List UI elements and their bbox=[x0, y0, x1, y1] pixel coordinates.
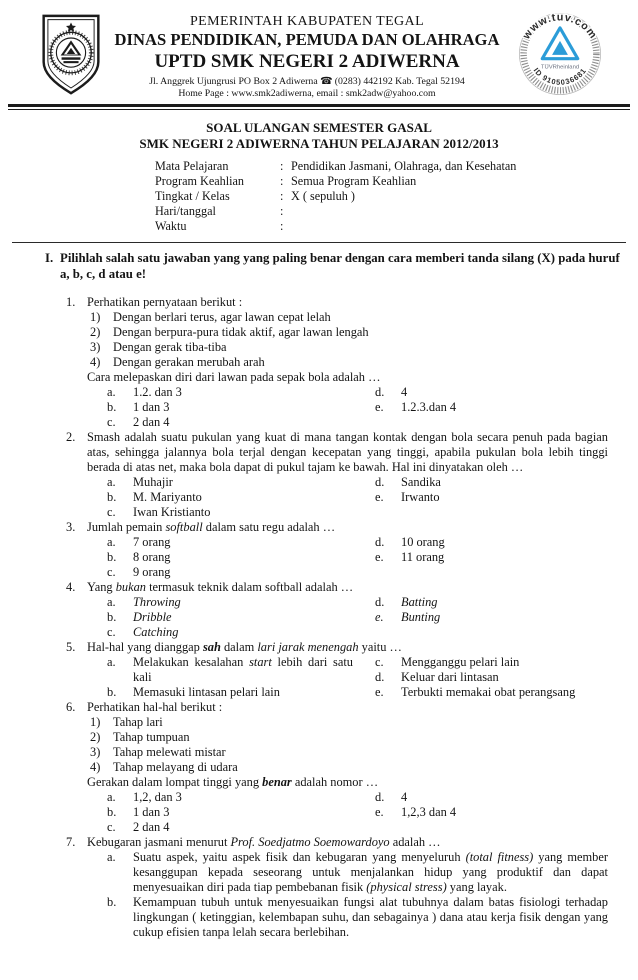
options-right bbox=[375, 790, 608, 835]
exam-meta bbox=[155, 159, 638, 234]
meta-label: Tingkat / Kelas bbox=[155, 189, 230, 203]
text-segment: Melakukan kesalahan bbox=[133, 655, 250, 669]
options bbox=[87, 790, 608, 835]
question-number: 3. bbox=[66, 520, 76, 534]
text-segment: (total fitness) bbox=[465, 850, 534, 864]
text-segment: Mengganggu pelari lain bbox=[401, 655, 520, 669]
letterhead bbox=[0, 0, 638, 100]
option-text bbox=[401, 610, 608, 625]
question-content bbox=[87, 580, 608, 640]
statement-marker: 1) bbox=[90, 715, 101, 729]
text-segment: Dribble bbox=[133, 610, 172, 624]
option-a bbox=[107, 385, 375, 400]
statement-item bbox=[90, 730, 608, 745]
options-left bbox=[87, 385, 375, 430]
options-right bbox=[375, 475, 608, 520]
text-segment: Suatu aspek, yaitu aspek fisik dan kebugaran yang menyeluruh bbox=[133, 850, 466, 864]
question-6 bbox=[66, 700, 608, 835]
statement-text bbox=[113, 310, 608, 325]
question-number: 2. bbox=[66, 430, 76, 444]
meta-value: X ( sepuluh ) bbox=[291, 189, 355, 203]
letterhead-divider bbox=[8, 104, 630, 110]
option-text bbox=[133, 820, 375, 835]
text-segment: Prof. Soedjatmo Soemowardoyo bbox=[230, 835, 390, 849]
statement-item bbox=[90, 760, 608, 775]
statement-text bbox=[113, 325, 608, 340]
option-c bbox=[107, 415, 375, 430]
option-text bbox=[401, 685, 608, 700]
question-stem bbox=[87, 835, 608, 850]
option-b bbox=[107, 685, 375, 700]
statement-item bbox=[90, 715, 608, 730]
option-a bbox=[107, 475, 375, 490]
option-marker: b. bbox=[107, 805, 117, 819]
option-marker: c. bbox=[107, 415, 116, 429]
option-b bbox=[107, 400, 375, 415]
text-segment: adalah nomor … bbox=[291, 775, 379, 789]
option-marker: d. bbox=[375, 535, 385, 549]
section-divider bbox=[12, 242, 626, 243]
options-right bbox=[375, 535, 608, 580]
option-e bbox=[375, 490, 608, 505]
letterhead-text bbox=[104, 12, 510, 100]
option-text bbox=[133, 505, 375, 520]
meta-label: Hari/tanggal bbox=[155, 204, 216, 218]
options-left bbox=[87, 475, 375, 520]
text-segment: 1.2.3.dan 4 bbox=[401, 400, 457, 414]
text-segment: 11 orang bbox=[401, 550, 445, 564]
text-segment: Terbukti memakai obat perangsang bbox=[401, 685, 576, 699]
option-d bbox=[375, 670, 608, 685]
text-segment: Tahap tumpuan bbox=[113, 730, 190, 744]
options bbox=[87, 655, 608, 700]
option-marker: b. bbox=[107, 490, 117, 504]
option-c bbox=[107, 505, 375, 520]
option-marker: b. bbox=[107, 610, 117, 624]
tegal-crest-logo bbox=[38, 12, 104, 97]
option-marker: e. bbox=[375, 400, 384, 414]
option-marker: d. bbox=[375, 475, 385, 489]
text-segment: Jumlah pemain bbox=[87, 520, 166, 534]
option-text bbox=[401, 475, 608, 490]
option-e bbox=[375, 610, 608, 625]
text-segment: Dengan berlari terus, agar lawan cepat lelah bbox=[113, 310, 331, 324]
meta-colon: : bbox=[280, 204, 284, 218]
option-c bbox=[375, 655, 608, 670]
options-full bbox=[87, 850, 608, 940]
question-number: 6. bbox=[66, 700, 76, 714]
meta-label: Waktu bbox=[155, 219, 187, 233]
tuv-rheinland-badge bbox=[510, 12, 604, 96]
statement-marker: 3) bbox=[90, 340, 101, 354]
text-segment: (physical stress) bbox=[366, 880, 447, 894]
question-number: 5. bbox=[66, 640, 76, 654]
options-right bbox=[375, 385, 608, 430]
text-segment: Iwan Kristianto bbox=[133, 505, 211, 519]
options-right bbox=[375, 655, 608, 700]
option-marker: c. bbox=[107, 820, 116, 834]
option-text bbox=[133, 415, 375, 430]
statement-text bbox=[113, 760, 608, 775]
text-segment: sah bbox=[202, 640, 221, 654]
statement-item bbox=[90, 340, 608, 355]
text-segment: 1,2,3 dan 4 bbox=[401, 805, 457, 819]
section-numeral: I. bbox=[45, 251, 54, 265]
option-text bbox=[133, 625, 375, 640]
exam-title bbox=[0, 120, 638, 151]
options-right bbox=[375, 595, 608, 640]
question-stem-2 bbox=[87, 775, 608, 790]
option-marker: a. bbox=[107, 850, 116, 864]
option-text bbox=[401, 490, 608, 505]
option-d bbox=[375, 385, 608, 400]
text-segment: Batting bbox=[401, 595, 438, 609]
question-7 bbox=[66, 835, 608, 940]
text-segment: lari jarak menengah bbox=[257, 640, 359, 654]
option-text bbox=[133, 385, 375, 400]
statement-item bbox=[90, 310, 608, 325]
government-name: PEMERINTAH KABUPATEN TEGAL bbox=[189, 14, 425, 29]
exam-title-line2: SMK NEGERI 2 ADIWERNA TAHUN PELAJARAN 2012/2013 bbox=[139, 135, 499, 151]
option-text bbox=[133, 610, 375, 625]
statement-text bbox=[113, 745, 608, 760]
question-content bbox=[87, 640, 608, 700]
statement-text bbox=[113, 340, 608, 355]
option-text bbox=[133, 655, 375, 685]
text-segment: 2 dan 4 bbox=[133, 415, 170, 429]
question-content bbox=[87, 700, 608, 835]
option-d bbox=[375, 535, 608, 550]
option-marker: e. bbox=[375, 685, 384, 699]
option-text bbox=[401, 550, 608, 565]
option-text bbox=[133, 805, 375, 820]
statement-text bbox=[113, 355, 608, 370]
text-segment: Muhajir bbox=[133, 475, 173, 489]
text-segment: Dengan gerakan merubah arah bbox=[113, 355, 265, 369]
option-text bbox=[133, 685, 375, 700]
text-segment: Smash adalah suatu pukulan yang kuat di mana tangan kontak dengan bola secara penuh pada bagian atas, sehingga jalannya bola terjal dengan kecepatan yang tinggi, apabila pukulan bola lebih tinggi berada di atas net, maka bola dapat di pukul tajam ke bawah. Hal ini dinyatakan oleh … bbox=[87, 430, 608, 474]
question-stem bbox=[87, 640, 608, 655]
text-segment: Tahap melayang di udara bbox=[113, 760, 238, 774]
text-segment: Cara melepaskan diri dari lawan pada sepak bola adalah … bbox=[87, 370, 381, 384]
option-marker: e. bbox=[375, 490, 384, 504]
statement-marker: 3) bbox=[90, 745, 101, 759]
meta-row-date bbox=[155, 204, 638, 219]
text-segment: dalam satu regu adalah … bbox=[202, 520, 336, 534]
question-number: 4. bbox=[66, 580, 76, 594]
question-2 bbox=[66, 430, 608, 520]
text-segment: Hal-hal yang dianggap bbox=[87, 640, 203, 654]
text-segment: Keluar dari lintasan bbox=[401, 670, 499, 684]
options bbox=[87, 475, 608, 520]
text-segment: 1 dan 3 bbox=[133, 400, 170, 414]
statement-item bbox=[90, 325, 608, 340]
meta-value: Pendidikan Jasmani, Olahraga, dan Kesehatan bbox=[291, 159, 517, 173]
text-segment: dalam bbox=[220, 640, 258, 654]
question-stem-2 bbox=[87, 370, 608, 385]
text-segment: Kemampuan tubuh untuk menyesuaikan fungsi alat tubuhnya dalam batas fisiologi terhadap lingkungan ( ketinggian, kelembapan suhu, dan sebagainya ) dana atau kerja fisik dengan yang cukup efisien tanpa lelah secara berlebihan. bbox=[133, 895, 608, 939]
question-3 bbox=[66, 520, 608, 580]
text-segment: yang member kesanggupan kepada seseorang untuk menjalankan hidup yang produktif dan dapat menyesuaikan diri pada tiap pembebanan fisik bbox=[133, 850, 608, 894]
option-text bbox=[133, 595, 375, 610]
option-text bbox=[133, 850, 608, 895]
text-segment: Tahap melewati mistar bbox=[113, 745, 226, 759]
text-segment: Dengan berpura-pura tidak aktif, agar lawan lengah bbox=[113, 325, 369, 339]
option-marker: b. bbox=[107, 895, 117, 909]
statement-text bbox=[113, 730, 608, 745]
option-text bbox=[401, 385, 608, 400]
options bbox=[87, 535, 608, 580]
options-left bbox=[87, 655, 375, 700]
meta-colon: : bbox=[280, 219, 284, 233]
option-a bbox=[87, 850, 608, 895]
meta-row-subject bbox=[155, 159, 638, 174]
text-segment: Perhatikan hal-hal berikut : bbox=[87, 700, 223, 714]
meta-label: Program Keahlian bbox=[155, 174, 245, 188]
option-text bbox=[401, 400, 608, 415]
text-segment: 7 orang bbox=[133, 535, 171, 549]
option-text bbox=[401, 655, 608, 670]
meta-row-program bbox=[155, 174, 638, 189]
options-left bbox=[87, 535, 375, 580]
text-segment: Yang bbox=[87, 580, 116, 594]
option-marker: c. bbox=[107, 625, 116, 639]
option-b bbox=[107, 805, 375, 820]
option-text bbox=[133, 475, 375, 490]
option-text bbox=[133, 790, 375, 805]
option-a bbox=[107, 790, 375, 805]
option-text bbox=[133, 895, 608, 940]
statement-marker: 1) bbox=[90, 310, 101, 324]
option-marker: a. bbox=[107, 475, 116, 489]
option-text bbox=[133, 490, 375, 505]
option-b bbox=[107, 550, 375, 565]
text-segment: Irwanto bbox=[401, 490, 440, 504]
option-b bbox=[107, 490, 375, 505]
text-segment: Memasuki lintasan pelari lain bbox=[133, 685, 280, 699]
text-segment: adalah … bbox=[389, 835, 441, 849]
text-segment: benar bbox=[262, 775, 292, 789]
option-marker: e. bbox=[375, 550, 384, 564]
option-a bbox=[107, 595, 375, 610]
question-content bbox=[87, 835, 608, 940]
tuv-top-text: www.tuv.com bbox=[520, 12, 600, 42]
option-d bbox=[375, 475, 608, 490]
question-stem bbox=[87, 520, 608, 535]
text-segment: Perhatikan pernyataan berikut : bbox=[87, 295, 243, 309]
text-segment: Kebugaran jasmani menurut bbox=[87, 835, 231, 849]
option-marker: d. bbox=[375, 595, 385, 609]
text-segment: Gerakan dalam lompat tinggi yang bbox=[87, 775, 263, 789]
text-segment: 1.2. dan 3 bbox=[133, 385, 182, 399]
text-segment: M. Mariyanto bbox=[133, 490, 202, 504]
option-marker: a. bbox=[107, 790, 116, 804]
question-number: 1. bbox=[66, 295, 76, 309]
text-segment: 10 orang bbox=[401, 535, 445, 549]
option-d bbox=[375, 595, 608, 610]
question-1 bbox=[66, 295, 608, 430]
department-name: DINAS PENDIDIKAN, PEMUDA DAN OLAHRAGA bbox=[114, 30, 500, 49]
option-text bbox=[401, 535, 608, 550]
option-b bbox=[107, 610, 375, 625]
statement-item bbox=[90, 355, 608, 370]
question-4 bbox=[66, 580, 608, 640]
question-5 bbox=[66, 640, 608, 700]
option-text bbox=[401, 790, 608, 805]
option-a bbox=[107, 535, 375, 550]
option-a bbox=[107, 655, 375, 685]
option-text bbox=[401, 670, 608, 685]
options-left bbox=[87, 595, 375, 640]
statement-marker: 4) bbox=[90, 355, 101, 369]
text-segment: Catching bbox=[133, 625, 179, 639]
option-marker: a. bbox=[107, 655, 116, 669]
option-c bbox=[107, 820, 375, 835]
meta-colon: : bbox=[280, 189, 284, 203]
questions bbox=[66, 295, 608, 940]
text-segment: Tahap lari bbox=[113, 715, 163, 729]
text-segment: 9 orang bbox=[133, 565, 171, 579]
option-marker: b. bbox=[107, 550, 117, 564]
option-marker: a. bbox=[107, 535, 116, 549]
option-text bbox=[133, 535, 375, 550]
question-content bbox=[87, 430, 608, 520]
question-content bbox=[87, 520, 608, 580]
text-segment: Throwing bbox=[133, 595, 181, 609]
text-segment: Sandika bbox=[401, 475, 441, 489]
school-address: Jl. Anggrek Ujungrusi PO Box 2 Adiwerna ☎ (0283) 442192 Kab. Tegal 52194 bbox=[149, 76, 465, 87]
options-left bbox=[87, 790, 375, 835]
option-marker: e. bbox=[375, 805, 384, 819]
option-text bbox=[133, 400, 375, 415]
text-segment: softball bbox=[165, 520, 203, 534]
statement-text bbox=[113, 715, 608, 730]
text-segment: 4 bbox=[401, 385, 408, 399]
statement-marker: 2) bbox=[90, 730, 101, 744]
tuv-brand-text: TÜVRheinland bbox=[540, 64, 580, 71]
statement-item bbox=[90, 745, 608, 760]
option-marker: b. bbox=[107, 685, 117, 699]
section-instruction bbox=[45, 250, 622, 282]
question-stem bbox=[87, 430, 608, 475]
question-stem bbox=[87, 700, 608, 715]
text-segment: 4 bbox=[401, 790, 408, 804]
text-segment: yang layak. bbox=[446, 880, 507, 894]
option-marker: d. bbox=[375, 670, 385, 684]
option-c bbox=[107, 565, 375, 580]
option-text bbox=[401, 805, 608, 820]
option-marker: c. bbox=[107, 505, 116, 519]
option-e bbox=[375, 805, 608, 820]
text-segment: 1,2, dan 3 bbox=[133, 790, 182, 804]
option-d bbox=[375, 790, 608, 805]
option-marker: d. bbox=[375, 790, 385, 804]
school-name: UPTD SMK NEGERI 2 ADIWERNA bbox=[154, 51, 460, 72]
text-segment: 1 dan 3 bbox=[133, 805, 170, 819]
question-stem bbox=[87, 295, 608, 310]
option-e bbox=[375, 400, 608, 415]
meta-colon: : bbox=[280, 159, 284, 173]
options bbox=[87, 595, 608, 640]
text-segment: 2 dan 4 bbox=[133, 820, 170, 834]
question-stem bbox=[87, 580, 608, 595]
option-marker: c. bbox=[107, 565, 116, 579]
text-segment: bukan bbox=[115, 580, 146, 594]
option-e bbox=[375, 685, 608, 700]
text-segment: yaitu … bbox=[358, 640, 402, 654]
tuv-id-text: ID 9105036681 bbox=[531, 66, 589, 87]
question-number: 7. bbox=[66, 835, 76, 849]
option-c bbox=[107, 625, 375, 640]
school-homepage: Home Page : www.smk2adiwerna, email : smk2adw@yahoo.com bbox=[178, 88, 436, 99]
option-text bbox=[401, 595, 608, 610]
option-e bbox=[375, 550, 608, 565]
section-text: Pilihlah salah satu jawaban yang yang paling benar dengan cara memberi tanda silang (X) pada huruf a, b, c, d atau e! bbox=[60, 251, 620, 281]
option-marker: e. bbox=[375, 610, 384, 624]
options bbox=[87, 385, 608, 430]
statement-marker: 2) bbox=[90, 325, 101, 339]
option-marker: a. bbox=[107, 385, 116, 399]
exam-title-line1: SOAL ULANGAN SEMESTER GASAL bbox=[206, 120, 432, 135]
meta-colon: : bbox=[280, 174, 284, 188]
option-marker: b. bbox=[107, 400, 117, 414]
meta-label: Mata Pelajaran bbox=[155, 159, 229, 173]
option-text bbox=[133, 550, 375, 565]
question-content bbox=[87, 295, 608, 430]
option-b bbox=[87, 895, 608, 940]
statement-marker: 4) bbox=[90, 760, 101, 774]
meta-row-time bbox=[155, 219, 638, 234]
text-segment: termasuk teknik dalam softball adalah … bbox=[145, 580, 354, 594]
option-marker: c. bbox=[375, 655, 384, 669]
option-text bbox=[133, 565, 375, 580]
text-segment: 8 orang bbox=[133, 550, 171, 564]
text-segment: lebih dari satu kali bbox=[133, 655, 353, 684]
option-marker: a. bbox=[107, 595, 116, 609]
meta-row-grade bbox=[155, 189, 638, 204]
text-segment: Bunting bbox=[401, 610, 441, 624]
text-segment: Dengan gerak tiba-tiba bbox=[113, 340, 227, 354]
meta-value: Semua Program Keahlian bbox=[291, 174, 417, 188]
text-segment: start bbox=[249, 655, 272, 669]
option-marker: d. bbox=[375, 385, 385, 399]
